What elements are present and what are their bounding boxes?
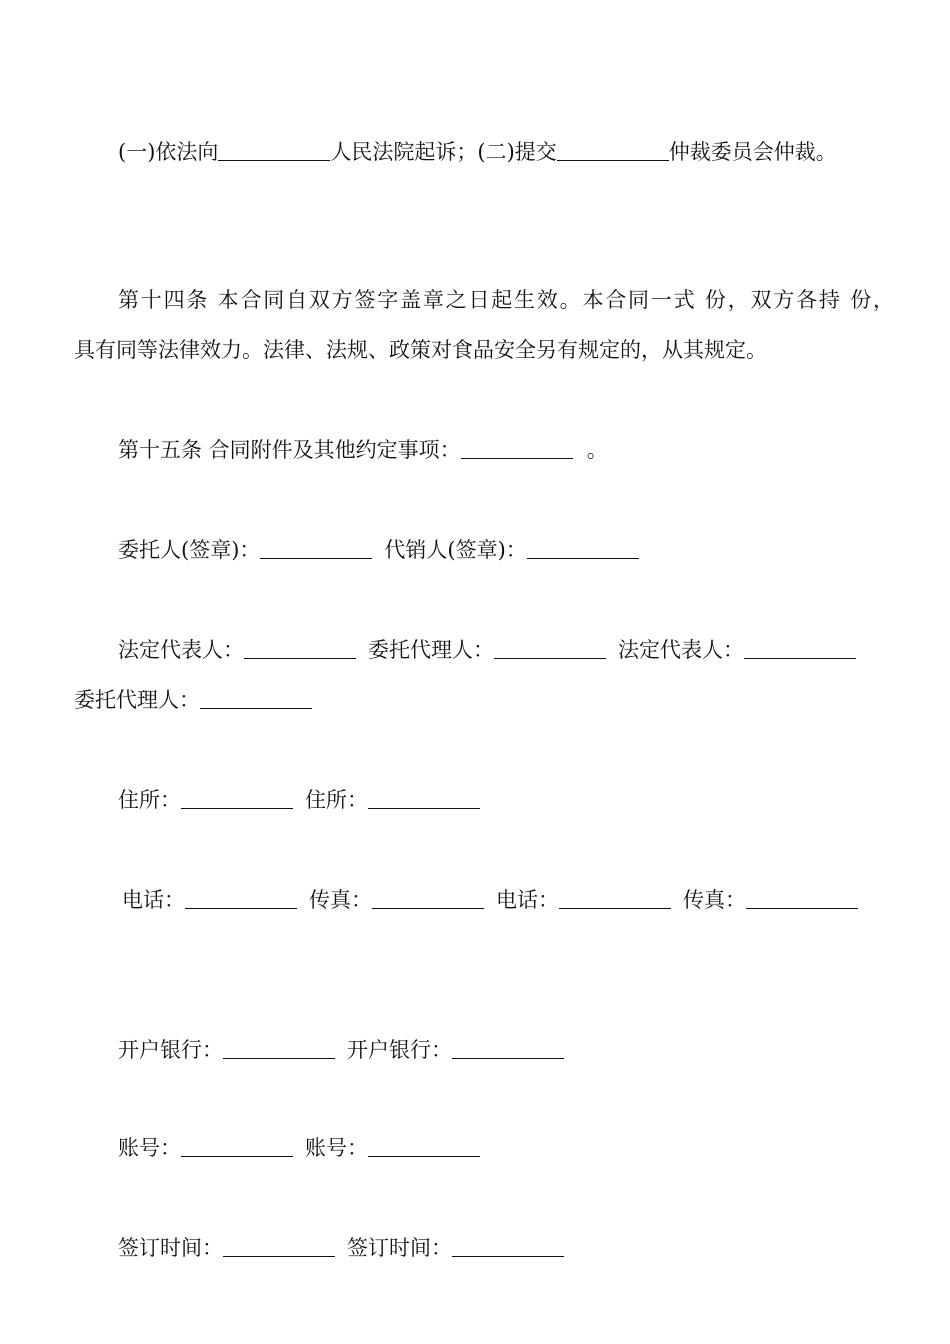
blank <box>181 1156 293 1157</box>
article-14-line1: 第十四条 本合同自双方签字盖章之日起生效。本合同一式 份，双方各持 份， <box>118 288 894 312</box>
blank-arbitration <box>557 160 669 161</box>
text: 传真： <box>309 888 372 912</box>
text: 人民法院起诉；(二)提交 <box>330 140 557 164</box>
text: 委托代理人： <box>74 688 200 712</box>
text: 住所： <box>118 788 181 812</box>
address-row <box>118 790 480 811</box>
representative-row <box>118 640 856 661</box>
text: 委托代理人： <box>368 638 494 662</box>
text: 签订时间： <box>347 1236 452 1260</box>
text: 开户银行： <box>118 1038 223 1062</box>
bank-row <box>118 1040 564 1061</box>
text: 。 <box>586 438 608 462</box>
text: 法定代表人： <box>118 638 244 662</box>
text: 法定代表人： <box>618 638 744 662</box>
blank <box>452 1256 564 1257</box>
blank-entrust-sign <box>260 558 372 559</box>
blank <box>244 658 356 659</box>
text: 住所： <box>305 788 368 812</box>
blank <box>200 708 312 709</box>
blank <box>746 908 858 909</box>
article-14 <box>74 290 894 361</box>
text: 电话： <box>496 888 559 912</box>
blank <box>494 658 606 659</box>
clause-dispute-options <box>118 142 837 163</box>
text: (一)依法向 <box>118 140 219 164</box>
blank-agent-sign <box>527 558 639 559</box>
text: 账号： <box>118 1136 181 1160</box>
text: 代销人(签章)： <box>384 538 527 562</box>
text: 签订时间： <box>118 1236 223 1260</box>
blank <box>559 908 671 909</box>
blank <box>452 1058 564 1059</box>
blank <box>368 1156 480 1157</box>
phone-fax-row <box>122 890 858 911</box>
blank-attachments <box>461 458 573 459</box>
article-14-line2: 具有同等法律效力。法律、法规、政策对食品安全另有规定的，从其规定。 <box>74 338 767 362</box>
text: 委托人(签章)： <box>118 538 261 562</box>
text: 第十五条 合同附件及其他约定事项： <box>118 438 461 462</box>
text: 传真： <box>683 888 746 912</box>
blank <box>744 658 856 659</box>
article-15 <box>118 440 608 461</box>
text: 电话： <box>122 888 185 912</box>
text: 账号： <box>305 1136 368 1160</box>
blank <box>181 808 293 809</box>
text: 开户银行： <box>347 1038 452 1062</box>
blank <box>223 1256 335 1257</box>
blank <box>185 908 297 909</box>
blank <box>223 1058 335 1059</box>
representative-row-cont <box>74 690 312 711</box>
date-row <box>118 1238 564 1259</box>
blank <box>368 808 480 809</box>
signature-row <box>118 540 639 561</box>
text: 仲裁委员会仲裁。 <box>668 140 837 164</box>
account-row <box>118 1138 480 1159</box>
blank <box>372 908 484 909</box>
blank-court <box>218 160 330 161</box>
